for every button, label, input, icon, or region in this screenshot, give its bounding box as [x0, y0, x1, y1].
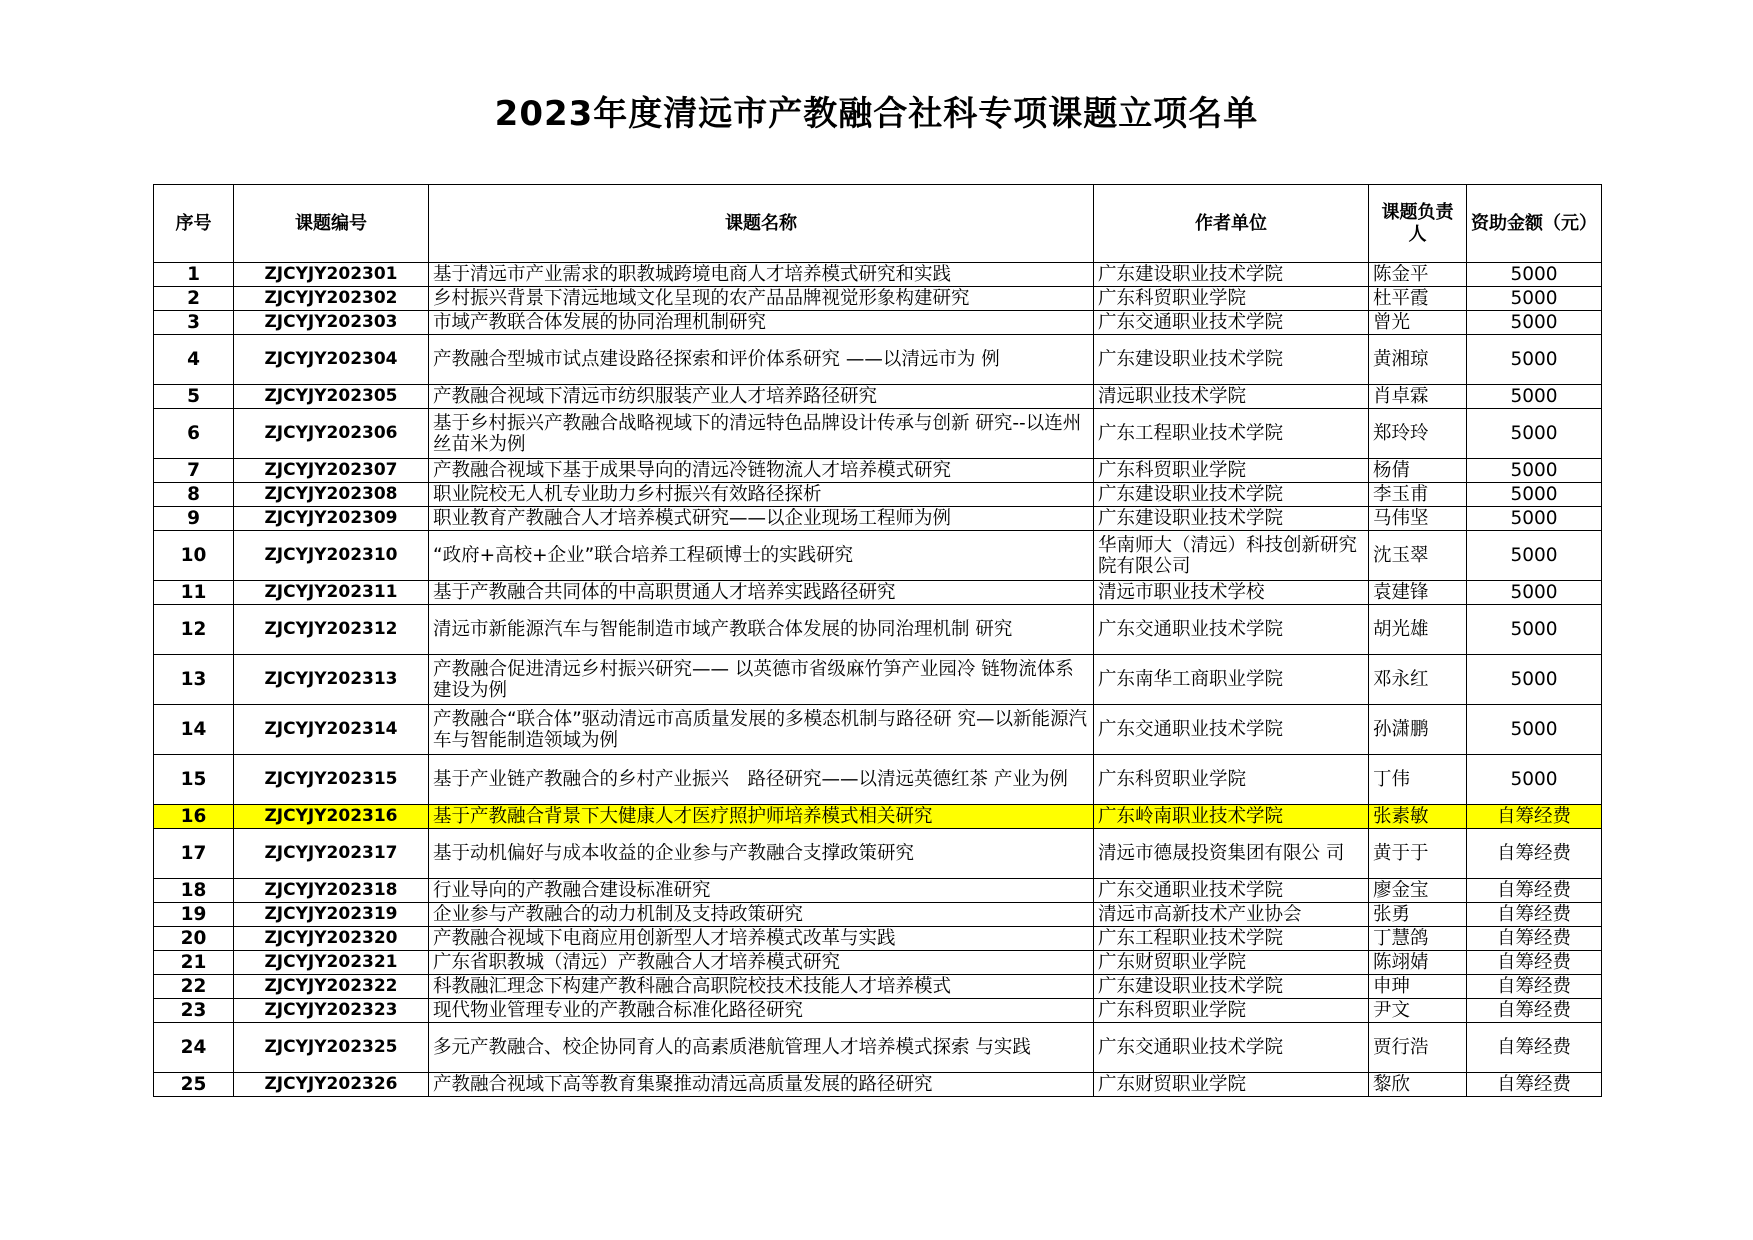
project-leader: 陈金平 [1369, 263, 1467, 287]
funding-amount: 5000 [1467, 531, 1602, 581]
row-number: 24 [154, 1023, 234, 1073]
project-leader: 杜平霞 [1369, 287, 1467, 311]
project-name: 产教融合视域下清远市纺织服装产业人才培养路径研究 [429, 385, 1094, 409]
row-number: 2 [154, 287, 234, 311]
author-unit: 广东岭南职业技术学院 [1094, 805, 1369, 829]
project-leader: 黄湘琼 [1369, 335, 1467, 385]
row-number: 11 [154, 581, 234, 605]
funding-amount: 5000 [1467, 335, 1602, 385]
funding-amount: 5000 [1467, 605, 1602, 655]
header-unit: 作者单位 [1094, 185, 1369, 263]
project-code: ZJCYJY202303 [234, 311, 429, 335]
project-code: ZJCYJY202325 [234, 1023, 429, 1073]
author-unit: 广东科贸职业学院 [1094, 287, 1369, 311]
project-leader: 丁慧鸽 [1369, 927, 1467, 951]
author-unit: 广东建设职业技术学院 [1094, 507, 1369, 531]
project-name: 产教融合型城市试点建设路径探索和评价体系研究 ——以清远市为 例 [429, 335, 1094, 385]
project-code: ZJCYJY202315 [234, 755, 429, 805]
project-leader: 贾行浩 [1369, 1023, 1467, 1073]
row-number: 12 [154, 605, 234, 655]
project-leader: 马伟坚 [1369, 507, 1467, 531]
project-code: ZJCYJY202321 [234, 951, 429, 975]
project-code: ZJCYJY202301 [234, 263, 429, 287]
project-leader: 黎欣 [1369, 1073, 1467, 1097]
table-row [154, 531, 1602, 581]
project-name: 市域产教联合体发展的协同治理机制研究 [429, 311, 1094, 335]
project-leader: 杨倩 [1369, 459, 1467, 483]
table-row [154, 879, 1602, 903]
funding-amount: 5000 [1467, 459, 1602, 483]
funding-amount: 自筹经费 [1467, 1023, 1602, 1073]
row-number: 7 [154, 459, 234, 483]
funding-amount: 5000 [1467, 655, 1602, 705]
author-unit: 清远市德晟投资集团有限公 司 [1094, 829, 1369, 879]
project-code: ZJCYJY202312 [234, 605, 429, 655]
table-header-row [154, 185, 1602, 263]
row-number: 3 [154, 311, 234, 335]
project-code: ZJCYJY202302 [234, 287, 429, 311]
author-unit: 广东交通职业技术学院 [1094, 705, 1369, 755]
author-unit: 广东工程职业技术学院 [1094, 927, 1369, 951]
row-number: 10 [154, 531, 234, 581]
author-unit: 广东建设职业技术学院 [1094, 335, 1369, 385]
project-leader: 廖金宝 [1369, 879, 1467, 903]
page-title: 2023年度清远市产教融合社科专项课题立项名单 [494, 94, 1259, 134]
project-name: 基于动机偏好与成本收益的企业参与产教融合支撑政策研究 [429, 829, 1094, 879]
project-leader: 张素敏 [1369, 805, 1467, 829]
project-leader: 郑玲玲 [1369, 409, 1467, 459]
header-amount: 资助金额（元） [1467, 185, 1602, 263]
project-code: ZJCYJY202313 [234, 655, 429, 705]
funding-amount: 自筹经费 [1467, 999, 1602, 1023]
project-name: 产教融合促进清远乡村振兴研究—— 以英德市省级麻竹笋产业园冷 链物流体系建设为例 [429, 655, 1094, 705]
project-name: 基于产业链产教融合的乡村产业振兴 路径研究——以清远英德红茶 产业为例 [429, 755, 1094, 805]
author-unit: 广东科贸职业学院 [1094, 755, 1369, 805]
project-code: ZJCYJY202310 [234, 531, 429, 581]
project-name: 现代物业管理专业的产教融合标准化路径研究 [429, 999, 1094, 1023]
table-row [154, 507, 1602, 531]
funding-amount: 自筹经费 [1467, 879, 1602, 903]
project-leader: 沈玉翠 [1369, 531, 1467, 581]
project-name: 基于清远市产业需求的职教城跨境电商人才培养模式研究和实践 [429, 263, 1094, 287]
project-name: 多元产教融合、校企协同育人的高素质港航管理人才培养模式探索 与实践 [429, 1023, 1094, 1073]
row-number: 13 [154, 655, 234, 705]
project-name: 清远市新能源汽车与智能制造市域产教联合体发展的协同治理机制 研究 [429, 605, 1094, 655]
project-code: ZJCYJY202323 [234, 999, 429, 1023]
project-code: ZJCYJY202326 [234, 1073, 429, 1097]
author-unit: 广东建设职业技术学院 [1094, 483, 1369, 507]
project-leader: 陈翊婧 [1369, 951, 1467, 975]
project-code: ZJCYJY202316 [234, 805, 429, 829]
table-row [154, 829, 1602, 879]
project-table [153, 184, 1602, 1097]
funding-amount: 自筹经费 [1467, 975, 1602, 999]
table-row [154, 951, 1602, 975]
author-unit: 清远市职业技术学校 [1094, 581, 1369, 605]
project-code: ZJCYJY202307 [234, 459, 429, 483]
table-row [154, 655, 1602, 705]
project-name: 产教融合视域下基于成果导向的清远冷链物流人才培养模式研究 [429, 459, 1094, 483]
funding-amount: 5000 [1467, 581, 1602, 605]
author-unit: 广东财贸职业学院 [1094, 1073, 1369, 1097]
funding-amount: 5000 [1467, 311, 1602, 335]
funding-amount: 自筹经费 [1467, 1073, 1602, 1097]
table-row [154, 605, 1602, 655]
author-unit: 广东科贸职业学院 [1094, 459, 1369, 483]
header-code: 课题编号 [234, 185, 429, 263]
project-leader: 申珅 [1369, 975, 1467, 999]
row-number: 23 [154, 999, 234, 1023]
author-unit: 广东交通职业技术学院 [1094, 311, 1369, 335]
project-code: ZJCYJY202309 [234, 507, 429, 531]
project-name: 产教融合“联合体”驱动清远市高质量发展的多模态机制与路径研 究—以新能源汽车与智能制造领域为例 [429, 705, 1094, 755]
table-row [154, 335, 1602, 385]
author-unit: 广东工程职业技术学院 [1094, 409, 1369, 459]
row-number: 18 [154, 879, 234, 903]
table-row [154, 263, 1602, 287]
row-number: 14 [154, 705, 234, 755]
funding-amount: 自筹经费 [1467, 951, 1602, 975]
project-code: ZJCYJY202304 [234, 335, 429, 385]
funding-amount: 自筹经费 [1467, 805, 1602, 829]
header-no: 序号 [154, 185, 234, 263]
table-row [154, 459, 1602, 483]
funding-amount: 5000 [1467, 507, 1602, 531]
row-number: 19 [154, 903, 234, 927]
project-leader: 黄于于 [1369, 829, 1467, 879]
project-name: 乡村振兴背景下清远地域文化呈现的农产品品牌视觉形象构建研究 [429, 287, 1094, 311]
row-number: 4 [154, 335, 234, 385]
table-row [154, 1023, 1602, 1073]
project-code: ZJCYJY202320 [234, 927, 429, 951]
project-leader: 邓永红 [1369, 655, 1467, 705]
author-unit: 广东交通职业技术学院 [1094, 605, 1369, 655]
funding-amount: 5000 [1467, 385, 1602, 409]
row-number: 1 [154, 263, 234, 287]
row-number: 5 [154, 385, 234, 409]
project-leader: 张勇 [1369, 903, 1467, 927]
project-leader: 肖卓霖 [1369, 385, 1467, 409]
project-leader: 丁伟 [1369, 755, 1467, 805]
project-leader: 李玉甫 [1369, 483, 1467, 507]
table-row [154, 999, 1602, 1023]
project-leader: 尹文 [1369, 999, 1467, 1023]
project-code: ZJCYJY202318 [234, 879, 429, 903]
row-number: 20 [154, 927, 234, 951]
project-leader: 胡光雄 [1369, 605, 1467, 655]
row-number: 17 [154, 829, 234, 879]
table-body [154, 263, 1602, 1097]
project-leader: 曾光 [1369, 311, 1467, 335]
author-unit: 广东科贸职业学院 [1094, 999, 1369, 1023]
project-name: 基于乡村振兴产教融合战略视域下的清远特色品牌设计传承与创新 研究--以连州丝苗米为例 [429, 409, 1094, 459]
author-unit: 广东财贸职业学院 [1094, 951, 1369, 975]
author-unit: 广东南华工商职业学院 [1094, 655, 1369, 705]
table-row [154, 385, 1602, 409]
project-code: ZJCYJY202319 [234, 903, 429, 927]
project-code: ZJCYJY202306 [234, 409, 429, 459]
author-unit: 广东建设职业技术学院 [1094, 263, 1369, 287]
project-name: 产教融合视域下电商应用创新型人才培养模式改革与实践 [429, 927, 1094, 951]
table-row [154, 755, 1602, 805]
funding-amount: 自筹经费 [1467, 829, 1602, 879]
table-row [154, 805, 1602, 829]
project-code: ZJCYJY202322 [234, 975, 429, 999]
funding-amount: 5000 [1467, 409, 1602, 459]
project-code: ZJCYJY202305 [234, 385, 429, 409]
project-name: 行业导向的产教融合建设标准研究 [429, 879, 1094, 903]
project-name: 企业参与产教融合的动力机制及支持政策研究 [429, 903, 1094, 927]
row-number: 15 [154, 755, 234, 805]
project-leader: 袁建锋 [1369, 581, 1467, 605]
table-row [154, 975, 1602, 999]
header-leader: 课题负责人 [1369, 185, 1467, 263]
project-code: ZJCYJY202308 [234, 483, 429, 507]
funding-amount: 5000 [1467, 705, 1602, 755]
row-number: 6 [154, 409, 234, 459]
table-row [154, 705, 1602, 755]
row-number: 9 [154, 507, 234, 531]
project-name: “政府+高校+企业”联合培养工程硕博士的实践研究 [429, 531, 1094, 581]
author-unit: 广东交通职业技术学院 [1094, 1023, 1369, 1073]
author-unit: 清远职业技术学院 [1094, 385, 1369, 409]
row-number: 16 [154, 805, 234, 829]
author-unit: 华南师大（清远）科技创新研究院有限公司 [1094, 531, 1369, 581]
funding-amount: 5000 [1467, 755, 1602, 805]
project-name: 广东省职教城（清远）产教融合人才培养模式研究 [429, 951, 1094, 975]
table-row [154, 483, 1602, 507]
header-name: 课题名称 [429, 185, 1094, 263]
funding-amount: 自筹经费 [1467, 903, 1602, 927]
author-unit: 清远市高新技术产业协会 [1094, 903, 1369, 927]
funding-amount: 自筹经费 [1467, 927, 1602, 951]
table-row [154, 287, 1602, 311]
project-code: ZJCYJY202314 [234, 705, 429, 755]
row-number: 25 [154, 1073, 234, 1097]
project-code: ZJCYJY202311 [234, 581, 429, 605]
funding-amount: 5000 [1467, 287, 1602, 311]
row-number: 8 [154, 483, 234, 507]
project-name: 产教融合视域下高等教育集聚推动清远高质量发展的路径研究 [429, 1073, 1094, 1097]
project-name: 基于产教融合背景下大健康人才医疗照护师培养模式相关研究 [429, 805, 1094, 829]
project-leader: 孙潇鹏 [1369, 705, 1467, 755]
author-unit: 广东交通职业技术学院 [1094, 879, 1369, 903]
author-unit: 广东建设职业技术学院 [1094, 975, 1369, 999]
table-row [154, 1073, 1602, 1097]
table-row [154, 409, 1602, 459]
project-name: 科教融汇理念下构建产教科融合高职院校技术技能人才培养模式 [429, 975, 1094, 999]
funding-amount: 5000 [1467, 263, 1602, 287]
project-name: 职业教育产教融合人才培养模式研究——以企业现场工程师为例 [429, 507, 1094, 531]
project-code: ZJCYJY202317 [234, 829, 429, 879]
project-name: 职业院校无人机专业助力乡村振兴有效路径探析 [429, 483, 1094, 507]
table-row [154, 903, 1602, 927]
table-row [154, 927, 1602, 951]
funding-amount: 5000 [1467, 483, 1602, 507]
table-row [154, 311, 1602, 335]
table-row [154, 581, 1602, 605]
project-name: 基于产教融合共同体的中高职贯通人才培养实践路径研究 [429, 581, 1094, 605]
row-number: 21 [154, 951, 234, 975]
row-number: 22 [154, 975, 234, 999]
